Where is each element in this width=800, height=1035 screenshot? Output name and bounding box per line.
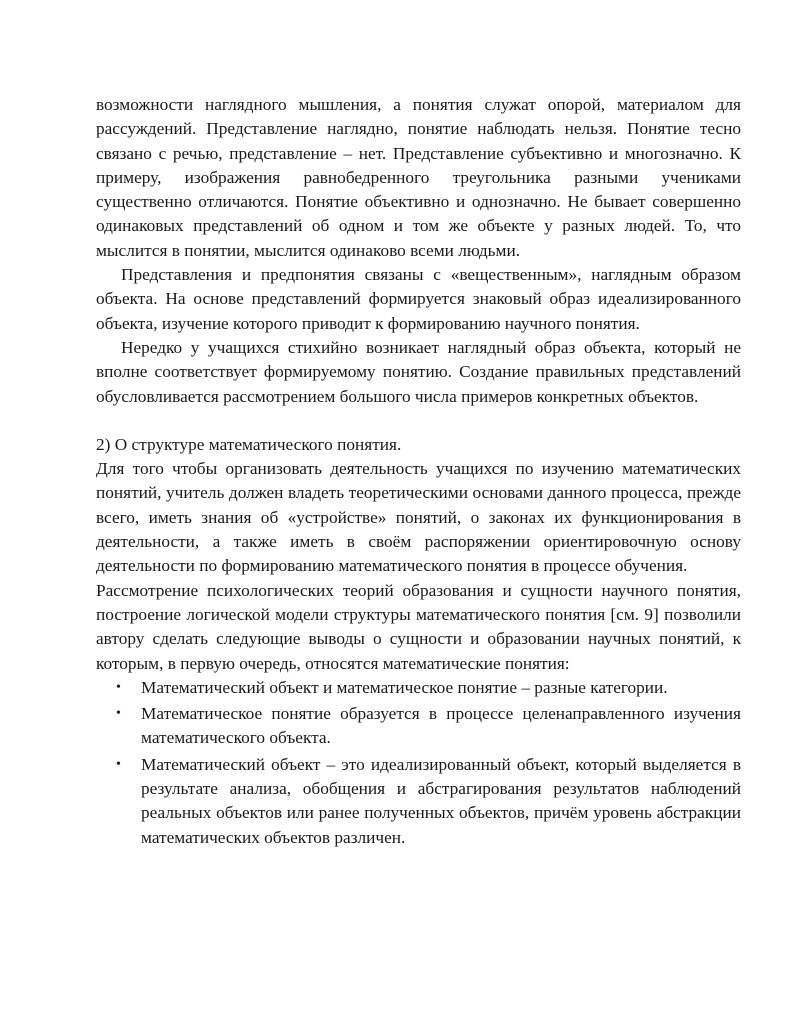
paragraph-continuation: возможности наглядного мышления, а понятия служат опорой, материалом для рассуждений. Представление наглядно, понятие наблюдать нельзя. Понятие тесно связано с речью, представление – нет. Представление субъективно и многозначно. К примеру, изображения равнобедренного треугольника разными учениками существенно отличаются. Понятие объективно и однозначно. Не бывает совершенно одинаковых представлений об одном и том же объекте у разных людей. То, что мыслится в понятии, мыслится одинаково всеми людьми.	[96, 95, 741, 260]
bullet-icon: •	[116, 679, 121, 695]
section-heading: 2) О структуре математического понятия.	[96, 434, 402, 454]
paragraph-organization: Для того чтобы организовать деятельность учащихся по изучению математических понятий, учитель должен владеть теоретическими основами данного процесса, прежде всего, иметь знания об «устройстве» понятий, о законах их функционирования в деятельности, а также иметь в своём распоряжении ориентировочную основу деятельности по формированию математического понятия в процессе обучения.	[96, 459, 741, 576]
list-item-text: Математический объект – это идеализированный объект, который выделяется в результате анализа, обобщения и абстрагирования результатов наблюдений реальных объектов или ранее полученных объектов, причём уровень абстракции математических объектов различен.	[141, 754, 741, 847]
bullet-icon: •	[116, 756, 121, 772]
list-item	[96, 753, 741, 850]
paragraph-representations: Представления и предпонятия связаны с «вещественным», наглядным образом объекта. На основе представлений формируется знаковый образ идеализированного объекта, изучение которого приводит к формированию научного понятия.	[96, 265, 741, 333]
bullet-icon: •	[116, 706, 121, 722]
list-item	[96, 676, 741, 700]
paragraph-spacer	[96, 409, 741, 433]
list-item-text: Математический объект и математическое понятие – разные категории.	[141, 677, 668, 697]
document-page	[96, 93, 741, 852]
list-item-text: Математическое понятие образуется в процессе целенаправленного изучения математического объекта.	[141, 704, 741, 748]
paragraph-visual-image: Нередко у учащихся стихийно возникает наглядный образ объекта, который не вполне соответствует формируемому понятию. Создание правильных представлений обусловливается рассмотрением большого числа примеров конкретных объектов.	[96, 337, 741, 406]
paragraph-conclusions: Рассмотрение психологических теорий образования и сущности научного понятия, построение логической модели структуры математического понятия [см. 9] позволили автору сделать следующие выводы о сущности и образовании научных понятий, к которым, в первую очередь, относятся математические понятия:	[96, 580, 741, 673]
list-item	[96, 702, 741, 751]
conclusions-list	[96, 676, 741, 850]
